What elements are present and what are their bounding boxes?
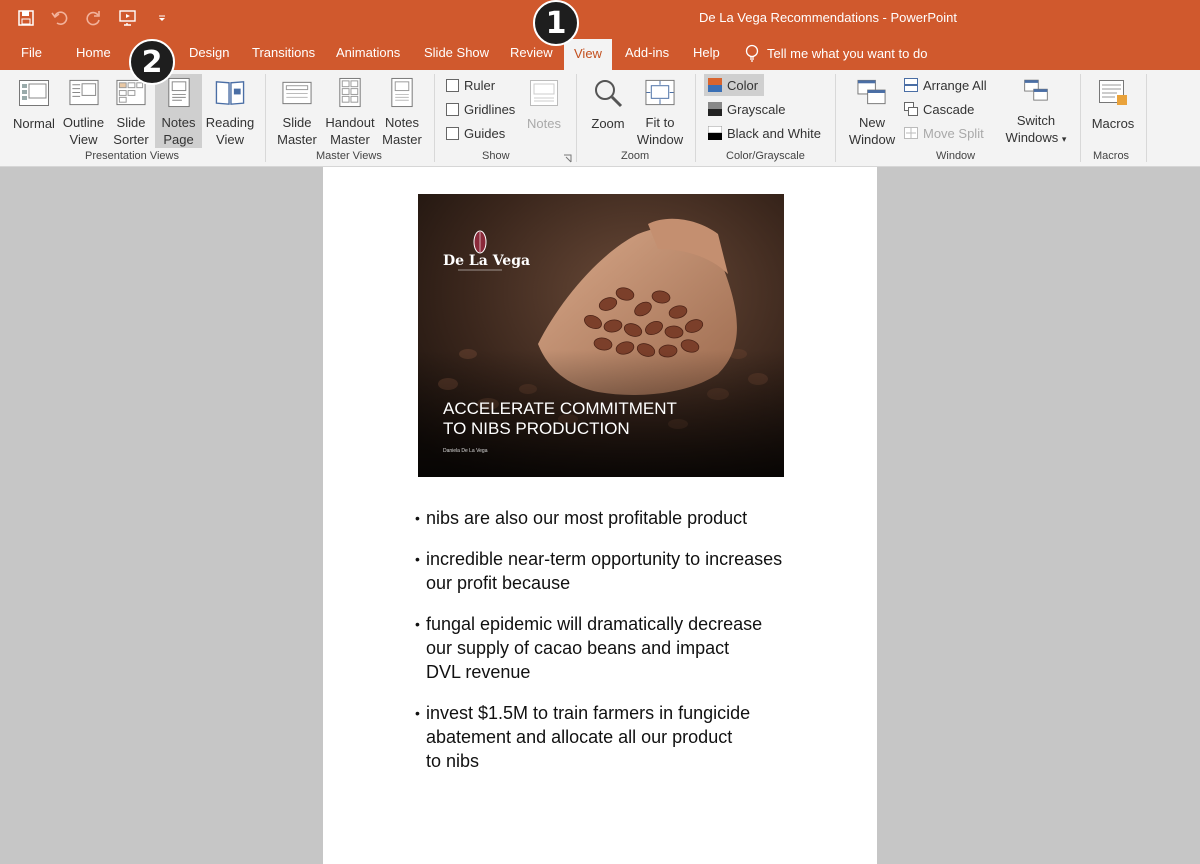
note-line: our supply of cacao beans and impact [426,638,730,658]
outline-view-label: Outline [62,115,105,130]
notes-page-button[interactable] [155,74,202,148]
notes-pane-icon [528,77,560,109]
slide-master-icon [281,77,313,108]
switch-windows-label: Switch [1016,113,1056,128]
cascade-icon [904,102,918,116]
handout-master-label-2: Master [330,132,370,147]
slide-sorter-label-2: Sorter [113,132,149,147]
tab-transitions[interactable]: Transitions [252,45,316,60]
tab-home[interactable]: Home [76,45,111,60]
guides-checkbox[interactable] [446,122,505,144]
gridlines-label: Gridlines [464,101,516,117]
slide-sorter-label: Slide [116,115,146,130]
tab-review[interactable]: Review [510,45,553,60]
chevron-down-icon: ▾ [1061,134,1067,144]
start-from-beginning-icon[interactable] [118,8,138,28]
note-bullet [415,612,815,684]
group-window: Window [936,150,976,162]
customize-qat-icon[interactable] [152,8,172,28]
speaker-notes[interactable] [415,506,815,790]
slide-title-line-2: TO NIBS PRODUCTION [443,419,630,438]
grayscale-swatch-icon [708,102,722,116]
notes-master-icon [386,77,418,108]
title-bar [0,0,1200,36]
fit-to-window-label: Fit to [645,115,675,130]
notes-page [323,167,877,864]
slide-author: Daniela De La Vega [443,448,488,454]
tab-animations[interactable]: Animations [336,45,401,60]
outline-view-button[interactable] [61,74,106,148]
tab-help[interactable]: Help [693,45,720,60]
guides-label: Guides [464,125,506,141]
move-split-icon [904,126,918,140]
tab-add-ins[interactable]: Add-ins [625,45,670,60]
quick-access-toolbar [16,0,172,36]
ribbon [0,70,1200,167]
handout-master-label: Handout [325,115,375,130]
redo-icon[interactable] [84,8,104,28]
ruler-label: Ruler [464,77,496,93]
tab-file[interactable]: File [21,45,42,60]
color-swatch-icon [708,78,722,92]
dialog-launcher-icon[interactable] [563,154,572,163]
group-separator [265,74,266,162]
group-separator [1146,74,1147,162]
tab-slide-show[interactable]: Slide Show [424,45,490,60]
step-marker-1: 1 [533,0,579,46]
slide-sorter-button[interactable] [110,74,152,148]
gridlines-checkbox[interactable] [446,98,515,120]
black-and-white-label: Black and White [727,125,821,141]
notes-page-icon [163,77,195,108]
new-window-button[interactable] [846,74,898,148]
normal-view-button[interactable] [10,74,58,148]
slide-master-label: Slide [282,115,312,130]
arrange-all-icon [904,78,918,92]
zoom-label: Zoom [591,116,625,131]
note-line: nibs are also our most profitable product [426,508,748,528]
group-show: Show [482,150,510,162]
reading-view-label: Reading [205,115,255,130]
note-line: fungal epidemic will dramatically decrease [426,614,763,634]
checkbox-box [446,127,459,140]
handout-master-button[interactable] [322,74,378,148]
group-separator [1080,74,1081,162]
normal-view-icon [18,77,50,109]
group-separator [576,74,577,162]
arrange-all-label: Arrange All [923,77,987,93]
reading-view-label-2: View [216,132,244,147]
lightbulb-icon [745,44,759,62]
undo-icon[interactable] [50,8,70,28]
note-line: incredible near-term opportunity to increases [426,549,783,569]
outline-view-label-2: View [69,132,98,147]
fit-to-window-label-2: Window [636,132,684,147]
notes-page-label: Notes [161,115,196,130]
checkbox-box [446,103,459,116]
grayscale-button[interactable] [708,98,786,120]
note-bullet [415,701,815,773]
notes-pane-button[interactable] [524,74,564,148]
group-presentation-views: Presentation Views [85,150,179,162]
slide-thumbnail[interactable] [418,194,784,477]
ruler-checkbox[interactable] [446,74,495,96]
black-white-swatch-icon [708,126,722,140]
switch-windows-label-2: Windows [1005,130,1059,145]
notes-pane-label: Notes [527,116,561,131]
save-icon[interactable] [16,8,36,28]
macros-button[interactable] [1089,74,1137,148]
fit-to-window-icon [644,77,676,108]
note-line: abatement and allocate all our product [426,727,733,747]
note-line: DVL revenue [426,662,531,682]
fit-to-window-button[interactable] [633,74,687,148]
arrange-all-button[interactable] [904,74,987,96]
tell-me-text: Tell me what you want to do [767,45,928,61]
checkbox-box [446,79,459,92]
group-separator [434,74,435,162]
cascade-label: Cascade [923,101,975,117]
black-and-white-button[interactable] [708,122,821,144]
switch-windows-icon [1020,77,1052,106]
reading-view-icon [214,77,246,108]
note-line: our profit because [426,573,571,593]
color-label: Color [727,77,759,93]
new-window-label: New [858,115,885,130]
slide-title [443,399,743,439]
outline-view-icon [68,77,100,108]
new-window-label-2: Window [848,132,896,147]
switch-windows-button[interactable] [1002,74,1070,148]
macros-icon [1097,77,1129,109]
tab-design[interactable]: Design [189,45,230,60]
move-split-button[interactable] [904,122,984,144]
notes-master-button[interactable] [381,74,423,148]
note-bullet [415,506,815,530]
group-zoom: Zoom [621,150,650,162]
cascade-button[interactable] [904,98,974,120]
move-split-label: Move Split [923,125,984,141]
handout-master-icon [334,77,366,108]
slide-logo-text: De La Vega [443,253,531,269]
group-master-views: Master Views [316,150,382,162]
group-separator [835,74,836,162]
step-marker-2: 2 [129,39,175,85]
group-separator [695,74,696,162]
notes-master-label: Notes [385,115,419,130]
group-macros: Macros [1093,150,1130,162]
slide-title-line-1: ACCELERATE COMMITMENT [443,399,677,418]
tab-view[interactable]: View [564,39,612,70]
magnifier-icon [592,77,624,109]
tell-me-box[interactable] [745,36,927,70]
new-window-icon [856,77,888,108]
window-title: De La Vega Recommendations - PowerPoint [699,10,957,25]
group-color-grayscale: Color/Grayscale [726,150,805,162]
slide-master-button[interactable] [276,74,318,148]
color-button[interactable] [704,74,764,96]
notes-page-label-2: Page [163,132,194,147]
note-line: invest $1.5M to train farmers in fungicide [426,703,751,723]
notes-master-label-2: Master [382,132,422,147]
slide-master-label-2: Master [277,132,317,147]
ribbon-tabs [0,36,1200,70]
reading-view-button[interactable] [204,74,256,148]
macros-label: Macros [1091,116,1135,131]
note-bullet [415,547,815,595]
note-line: to nibs [426,751,480,771]
zoom-button[interactable] [587,74,629,148]
grayscale-label: Grayscale [727,101,786,117]
normal-view-label: Normal [13,116,55,131]
